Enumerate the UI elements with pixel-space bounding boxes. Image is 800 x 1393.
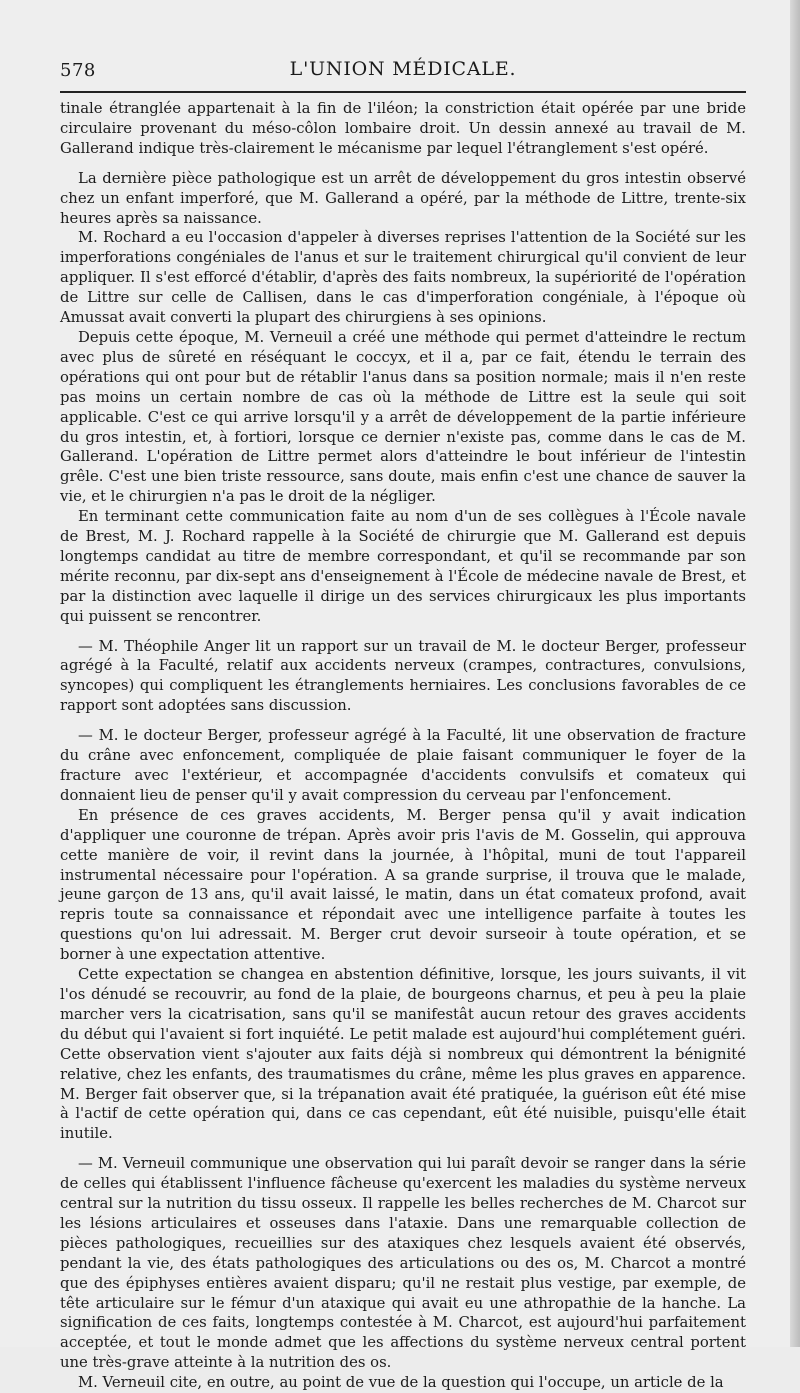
paragraph: M. Verneuil cite, en outre, au point de vue de la question qui l'occupe, un article de la (78, 1374, 724, 1392)
paragraph: Depuis cette époque, M. Verneuil a créé une méthode qui permet d'atteindre le rectum avec plus de sûreté en réséquant le coccyx, et il a, par ce fait, étendu le terrain des opérations qui ont pour but de rétablir l'anus dans sa position normale; mais il n'en reste pas moins un certain nombre de cas où la méthode de Littre est la seule qui soit applicable. C'est ce qui arrive lorsqu'il y a arrêt de développement de la partie inférieure du gros intestin, et, à fortiori, lorsque ce dernier n'existe pas, comme dans le cas de M. Gallerand. L'opération de Littre permet alors d'atteindre le bout inférieur de l'intestin grêle. C'est une bien triste ressource, sans doute, mais enfin c'est une chance de sauver la vie, et le chirurgien n'a pas le droit de la négliger. (60, 328, 746, 506)
paragraph: tinale étranglée appartenait à la fin de l'iléon; la constriction était opérée par une bride circulaire provenant du méso-côlon lombaire droit. Un dessin annexé au travail de M. Gallerand indique très-clairement le mécanisme par lequel l'étranglement s'est opéré. (60, 100, 746, 157)
body-text (60, 99, 746, 1392)
paragraph: En présence de ces graves accidents, M. Berger pensa qu'il y avait indication d'appliquer une couronne de trépan. Après avoir pris l'avis de M. Gosselin, qui approuva cette manière de voir, il revint dans la journée, à l'hôpital, muni de tout l'appareil instrumental nécessaire pour l'opération. A sa grande surprise, il trouva que le malade, jeune garçon de 13 ans, qu'il avait laissé, le matin, dans un état comateux profond, avait repris toute sa connaissance et répondait avec une intelligence parfaite à toutes les questions qu'on lui adressait. M. Berger crut devoir surseoir à toute opération, et se borner à une expectation attentive. (60, 806, 746, 964)
page-number: 578 (60, 60, 96, 81)
paragraph: M. Rochard a eu l'occasion d'appeler à diverses reprises l'attention de la Société sur les imperforations congéniales de l'anus et sur le traitement chirurgical qu'il convient de leur appliquer. Il s'est efforcé d'établir, d'après des faits nombreux, la supériorité de l'opération de Littre sur celle de Callisen, dans le cas d'imperforation congéniale, à l'époque où Amussat avait converti la plupart des chirurgiens à ses opinions. (60, 229, 746, 327)
paragraph: — M. Verneuil communique une observation qui lui paraît devoir se ranger dans la série de celles qui établissent l'influence fâcheuse qu'exercent les maladies du système nerveux central sur la nutrition du tissu osseux. Il rappelle les belles recherches de M. Charcot sur les lésions articulaires et osseuses dans l'ataxie. Dans une remarquable collection de pièces pathologiques, recueillies sur des ataxiques chez lesquels avaient été observés, pendant la vie, des états pathologiques des articulations ou des os, M. Charcot a montré que des épiphyses entières avaient disparu; qu'il ne restait plus vestige, par exemple, de tête articulaire sur le fémur d'un ataxique qui avait eu une athropathie de la hanche. La signification de ces faits, longtemps contestée à M. Charcot, est aujourd'hui parfaitement acceptée, et tout le monde admet que les affections du système nerveux central portent une très-grave atteinte à la nutrition des os. (60, 1155, 746, 1372)
running-title: L'UNION MÉDICALE. (289, 58, 517, 80)
paragraph: La dernière pièce pathologique est un arrêt de développement du gros intestin observé chez un enfant imperforé, que M. Gallerand a opéré, par la méthode de Littre, trente-six heures après sa naissance. (60, 169, 746, 227)
paragraph: — M. le docteur Berger, professeur agrégé à la Faculté, lit une observation de fracture du crâne avec enfoncement, compliquée de plaie faisant communiquer le foyer de la fracture avec l'extérieur, et accompagnée d'accidents convulsifs et comateux qui donnaient lieu de penser qu'il y avait compression du cerveau par l'enfoncement. (60, 727, 746, 804)
paragraph: Cette expectation se changea en abstention définitive, lorsque, les jours suivants, il vit l'os dénudé se recouvrir, au fond de la plaie, de bourgeons charnus, et peu à peu la plaie marcher vers la cicatrisation, sans qu'il se manifestât aucun retour des graves accidents du début qui l'avaient si fort inquiété. Le petit malade est aujourd'hui complétement guéri. Cette observation vient s'ajouter aux faits déjà si nombreux qui démontrent la bénignité relative, chez les enfants, des traumatismes du crâne, même les plus graves en apparence. M. Berger fait observer que, si la trépanation avait été pratiquée, la guérison eût été mise à l'actif de cette opération qui, dans ce cas cependant, eût été nuisible, puisqu'elle était inutile. (60, 966, 746, 1143)
paragraph: — M. Théophile Anger lit un rapport sur un travail de M. le docteur Berger, professeur agrégé à la Faculté, relatif aux accidents nerveux (crampes, contractures, convulsions, syncopes) qui compliquent les étranglements herniaires. Les conclusions favorables de ce rapport sont adoptées sans discussion. (60, 637, 746, 715)
paragraph: En terminant cette communication faite au nom d'un de ses collègues à l'École navale de Brest, M. J. Rochard rappelle à la Société de chirurgie que M. Gallerand est depuis longtemps candidat au titre de membre correspondant, et qu'il se recommande par son mérite reconnu, par dix-sept ans d'enseignement à l'École de médecine navale de Brest, et par la distinction avec laquelle il dirige un des services chirurgicaux les plus importants qui puissent se rencontrer. (60, 508, 746, 625)
page-edge (790, 0, 800, 1347)
header-rule (60, 91, 746, 93)
page-header (60, 54, 746, 86)
